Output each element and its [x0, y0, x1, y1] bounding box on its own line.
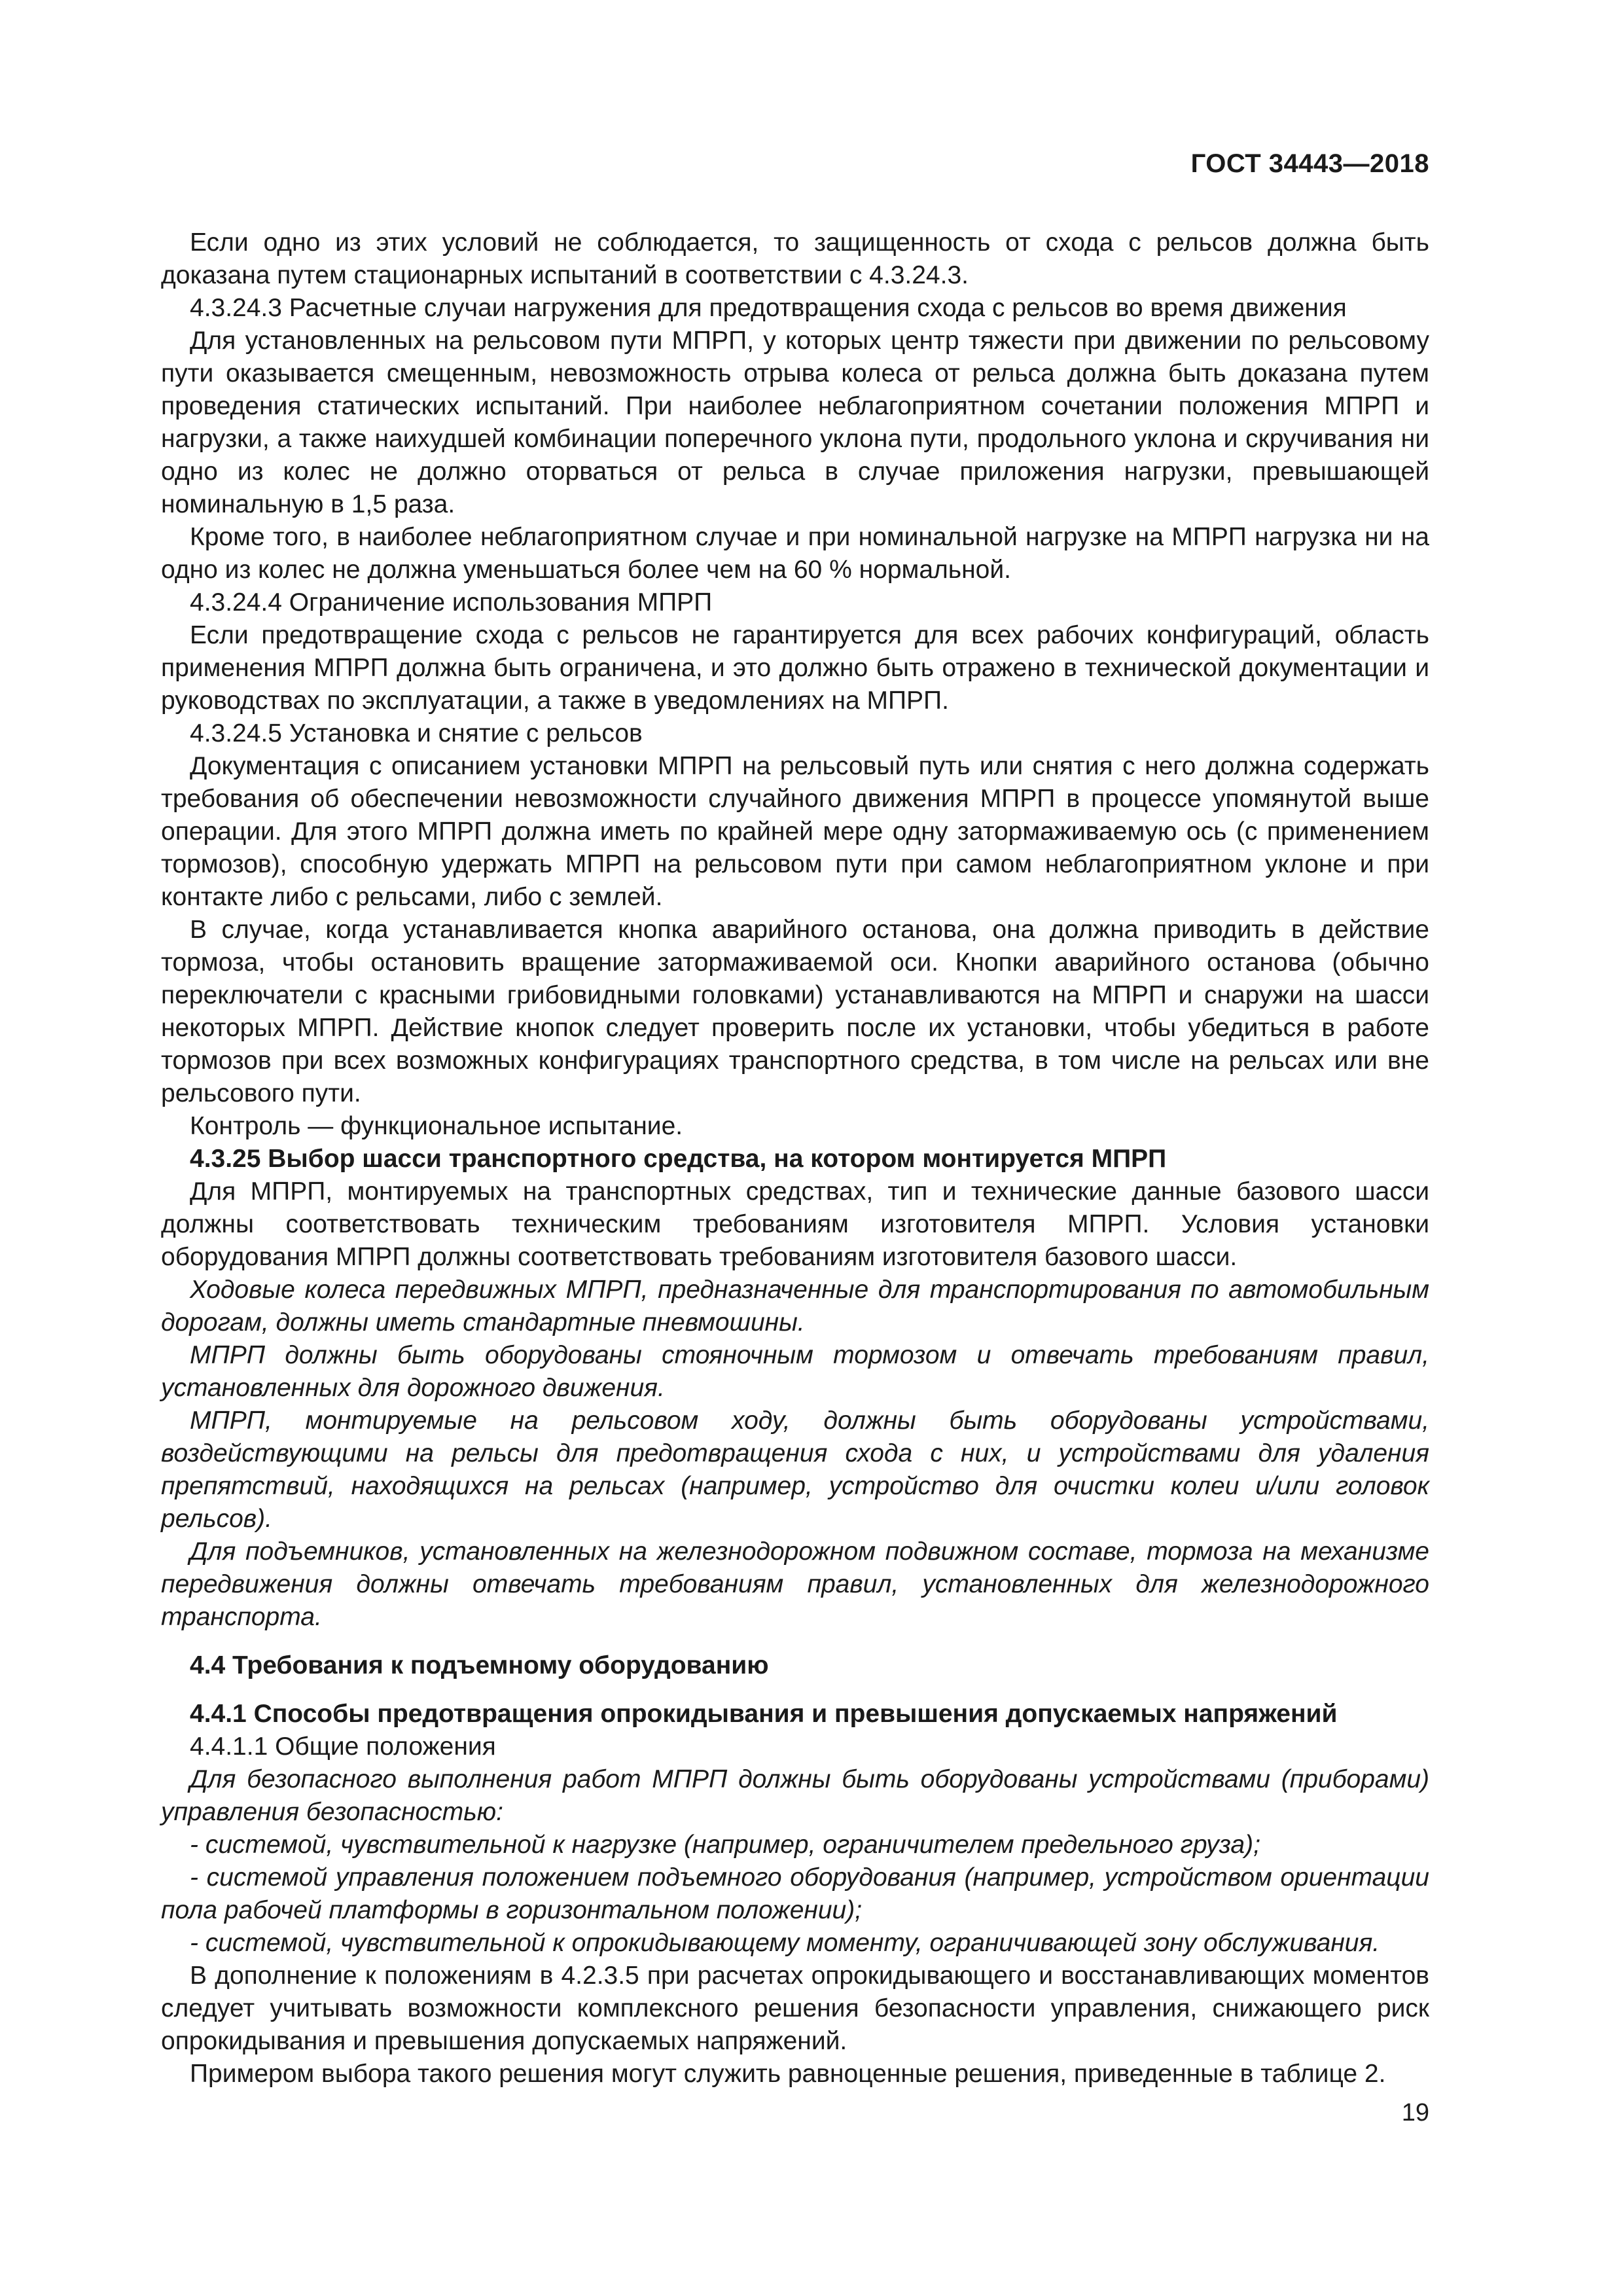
section-heading: 4.4.1 Способы предотвращения опрокидывания и превышения допускаемых напряжений	[190, 1700, 1338, 1728]
clause-heading: 4.3.24.3 Расчетные случаи нагружения для предотвращения схода с рельсов во время движения	[190, 294, 1347, 322]
paragraph: Для установленных на рельсовом пути МПРП, у которых центр тяжести при движении по рельсовому пути оказывается смещенным, невозможность отрыва колеса от рельса должна быть доказана путем проведения статических испытаний. При наиболее неблагоприятном сочетании положения МПРП и нагрузки, а также наихудшей комбинации поперечного уклона пути, продольного уклона и скручивания ни одно из колес не должно оторваться от рельса в случае приложения нагрузки, превышающей номинальную в 1,5 раза.	[161, 327, 1429, 518]
paragraph: Примером выбора такого решения могут служить равноценные решения, приведенные в таблице 2.	[190, 2060, 1386, 2088]
clause-heading: 4.3.24.4 Ограничение использования МПРП	[190, 588, 713, 617]
italic-paragraph: МПРП должны быть оборудованы стояночным тормозом и отвечать требованиям правил, установленных для дорожного движения.	[161, 1341, 1429, 1402]
paragraph: Если предотвращение схода с рельсов не гарантируется для всех рабочих конфигураций, область применения МПРП должна быть ограничена, и это должно быть отражено в технической документации и руководствах по эксплуатации, а также в уведомлениях на МПРП.	[161, 621, 1429, 715]
paragraph: Если одно из этих условий не соблюдается, то защищенность от схода с рельсов должна быть доказана путем стационарных испытаний в соответствии с 4.3.24.3.	[161, 228, 1429, 289]
italic-paragraph: Ходовые колеса передвижных МПРП, предназначенные для транспортирования по автомобильным дорогам, должны иметь стандартные пневмошины.	[161, 1276, 1429, 1336]
standard-header: ГОСТ 34443—2018	[1190, 149, 1429, 178]
paragraph: В случае, когда устанавливается кнопка аварийного останова, она должна приводить в действие тормоза, чтобы остановить вращение затормаживаемой оси. Кнопки аварийного останова (обычно переключатели с красными грибовидными головками) устанавливаются на МПРП и снаружи на шасси некоторых МПРП. Действие кнопок следует проверить после их установки, чтобы убедиться в работе тормозов при всех возможных конфигурациях транспортного средства, в том числе на рельсах или вне рельсового пути.	[161, 916, 1429, 1107]
list-item: - системой, чувствительной к нагрузке (например, ограничителем предельного груза);	[190, 1831, 1260, 1859]
document-body	[161, 226, 1429, 2090]
clause-heading: 4.4.1.1 Общие положения	[190, 1732, 496, 1761]
paragraph: Документация с описанием установки МПРП на рельсовый путь или снятия с него должна содержать требования об обеспечении невозможности случайного движения МПРП в процессе упомянутой выше операции. Для этого МПРП должна иметь по крайней мере одну затормаживаемую ось (с применением тормозов), способную удержать МПРП на рельсовом пути при самом неблагоприятном уклоне и при контакте либо с рельсами, либо с землей.	[161, 752, 1429, 911]
italic-paragraph: Для безопасного выполнения работ МПРП должны быть оборудованы устройствами (приборами) управления безопасностью:	[161, 1765, 1429, 1826]
section-heading: 4.4 Требования к подъемному оборудованию	[190, 1651, 769, 1679]
paragraph: Кроме того, в наиболее неблагоприятном случае и при номинальной нагрузке на МПРП нагрузка ни на одно из колес не должна уменьшаться более чем на 60 % нормальной.	[161, 523, 1429, 584]
italic-paragraph: Для подъемников, установленных на железнодорожном подвижном составе, тормоза на механизме передвижения должны отвечать требованиям правил, установленных для железнодорожного транспорта.	[161, 1537, 1429, 1631]
clause-heading: 4.3.24.5 Установка и снятие с рельсов	[190, 719, 643, 747]
section-heading: 4.3.25 Выбор шасси транспортного средства, на котором монтируется МПРП	[190, 1145, 1167, 1173]
list-item: - системой управления положением подъемного оборудования (например, устройством ориентации пола рабочей платформы в горизонтальном положении);	[161, 1863, 1429, 1924]
italic-paragraph: МПРП, монтируемые на рельсовом ходу, должны быть оборудованы устройствами, воздействующими на рельсы для предотвращения схода с них, и устройствами для удаления препятствий, находящихся на рельсах (например, устройство для очистки колеи и/или головок рельсов).	[161, 1407, 1429, 1533]
paragraph: Контроль — функциональное испытание.	[190, 1112, 683, 1140]
paragraph: Для МПРП, монтируемых на транспортных средствах, тип и технические данные базового шасси должны соответствовать техническим требованиям изготовителя МПРП. Условия установки оборудования МПРП должны соответствовать требованиям изготовителя базового шасси.	[161, 1177, 1429, 1271]
page-number: 19	[1401, 2099, 1429, 2126]
paragraph: В дополнение к положениям в 4.2.3.5 при расчетах опрокидывающего и восстанавливающих моментов следует учитывать возможности комплексного решения безопасности управления, снижающего риск опрокидывания и превышения допускаемых напряжений.	[161, 1962, 1429, 2055]
list-item: - системой, чувствительной к опрокидывающему моменту, ограничивающей зону обслуживания.	[190, 1929, 1380, 1957]
